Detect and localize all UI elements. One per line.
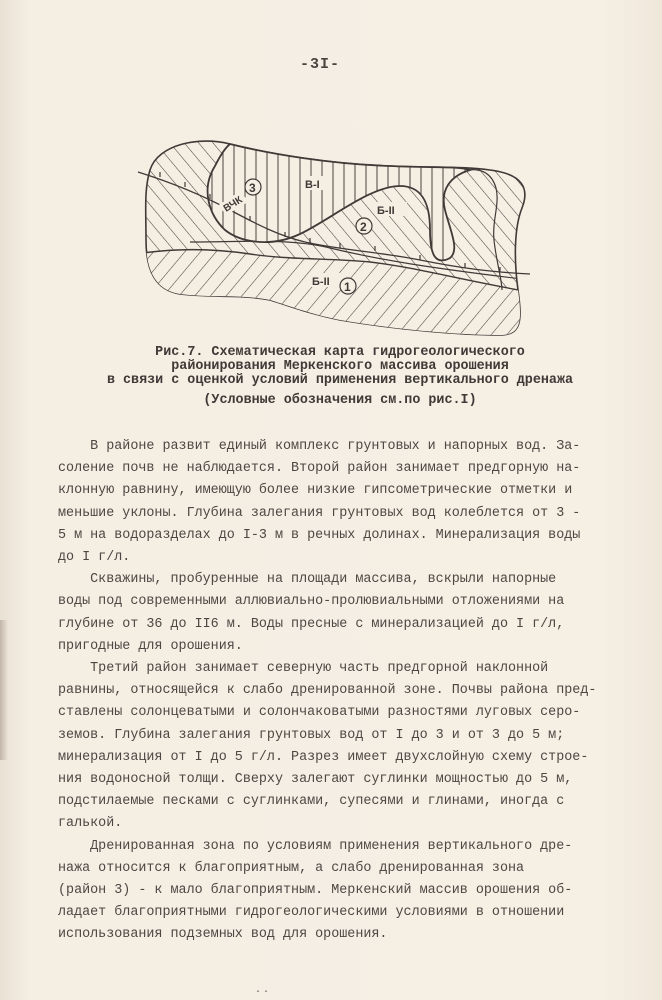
text-line: Третий район занимает северную часть предгорной наклонной <box>58 661 549 677</box>
text-line: использования подземных вод для орошения. <box>58 927 388 943</box>
zone-b2-upper-label: Б-II <box>377 205 395 217</box>
region-1-label: 1 <box>344 280 351 294</box>
text-line: ния водоносной толщи. Сверху залегают суглинки мощностью до 5 м, <box>58 772 573 788</box>
text-line: земов. Глубина залегания грунтовых вод от I до 3 и от 3 до 5 м; <box>58 727 565 743</box>
zone-b2-lower-label: Б-II <box>312 276 330 288</box>
text-line: соление почв не наблюдается. Второй район занимает предгорную на- <box>58 461 581 477</box>
region-2-label: 2 <box>360 220 367 234</box>
text-line: глубине от 36 до II6 м. Воды пресные с минерализацией до I г/л, <box>58 616 565 632</box>
text-line: (район 3) - к мало благоприятным. Меркенский массив орошения об- <box>58 883 573 899</box>
page-number: -3I- <box>300 56 341 73</box>
footer-mark: .. <box>255 985 272 996</box>
caption-line-1: Рис.7. Схематическая карта гидрогеологического <box>155 345 525 360</box>
caption-legend-note: (Условные обозначения см.по рис.I) <box>203 393 477 408</box>
figure-caption <box>60 346 620 408</box>
text-line: 5 м на водоразделах до I-3 м в речных долинах. Минерализация воды <box>58 527 581 543</box>
caption-line-3: в связи с оценкой условий применения вертикального дренажа <box>106 373 574 388</box>
text-line: В районе развит единый комплекс грунтовых и напорных вод. За- <box>58 439 581 454</box>
paragraph-1 <box>58 436 648 569</box>
text-line: до I г/л. <box>58 550 131 566</box>
text-line: ставлены солонцеватыми и солончаковатыми разностями луговых серо- <box>58 705 581 721</box>
text-line: меньшие уклоны. Глубина залегания грунтовых вод колеблется от 3 - <box>58 505 581 521</box>
zone-v1-label: В-I <box>305 179 320 191</box>
text-line: минерализация от I до 5 г/л. Разрез имеет двухслойную схему строе- <box>58 749 589 765</box>
paragraph-2 <box>58 569 648 658</box>
text-line: подстилаемые песками с суглинками, супесями и глинами, иногда с <box>58 794 565 810</box>
text-line: равнины, относящейся к слабо дренированной зоне. Почвы района пред- <box>58 683 597 699</box>
caption-line-2: районирования Меркенского массива орошения <box>171 359 509 374</box>
region-3-label: 3 <box>249 181 256 195</box>
vchk-line-label: ВЧК <box>221 194 245 215</box>
text-line: воды под современными аллювиально-пролювиальными отложениями на <box>58 594 565 610</box>
text-line: клонную равнину, имеющую более низкие гипсометрические отметки и <box>58 483 573 499</box>
paragraph-4 <box>58 836 648 947</box>
body-text <box>58 436 648 947</box>
paragraph-3 <box>58 658 648 836</box>
hydrogeological-map-figure <box>130 130 550 350</box>
text-line: Дренированная зона по условиям применения вертикального дре- <box>58 838 573 854</box>
text-line: галькой. <box>58 816 123 832</box>
scan-shadow <box>0 620 8 760</box>
text-line: ладает благоприятными гидрогеологическими условиями в отношении <box>58 905 565 921</box>
text-line: нажа относится к благоприятным, а слабо дренированная зона <box>58 860 525 876</box>
text-line: Скважины, пробуренные на площади массива, вскрыли напорные <box>58 572 557 588</box>
text-line: пригодные для орошения. <box>58 638 243 654</box>
